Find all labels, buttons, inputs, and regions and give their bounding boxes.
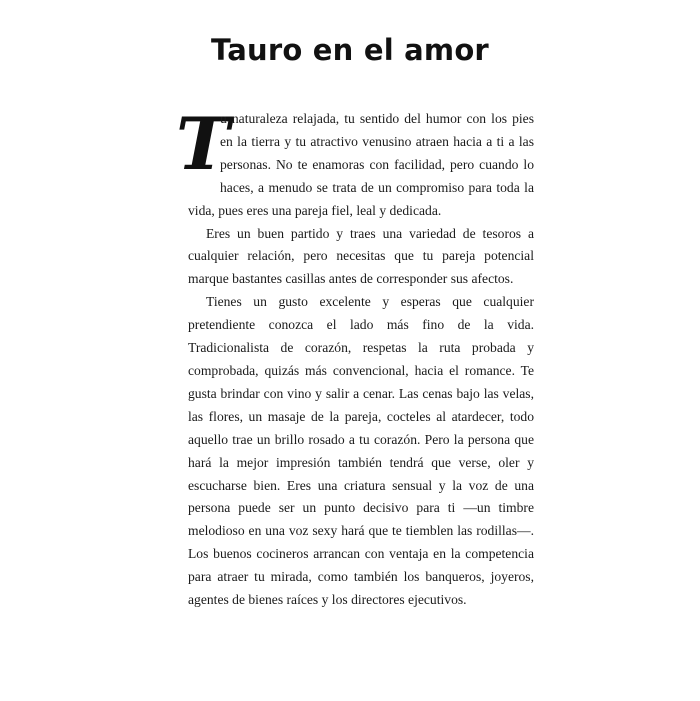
- paragraph-3: Tienes un gusto excelente y esperas que cualquier pretendiente conozca el lado más fino de la vida. Tradicionalista de corazón, respetas la ruta probada y comprobada, quizás más convencional, hacia el romance. Te gusta brindar con vino y salir a cenar. Las cenas bajo las velas, las flores, un masaje de la pareja, cocteles al atardecer, todo aquello trae un brillo rosado a tu corazón. Pero la persona que hará la mejor impresión también tendrá que verse, oler y escucharse bien. Eres una criatura sensual y la voz de una persona puede ser un punto decisivo para ti —un timbre melodioso en una voz sexy hará que te tiemblen las rodillas—. Los buenos cocineros arrancan con ventaja en la competencia para atraer tu mirada, como también los banqueros, joyeros, agentes de bienes raíces y los directores ejecutivos.: [188, 294, 534, 608]
- page-title: Tauro en el amor: [211, 33, 489, 67]
- paragraph-2: Eres un buen partido y traes una variedad de tesoros a cualquier relación, pero necesitas que tu pareja potencial marque bastantes casillas antes de corresponder sus afectos.: [188, 225, 534, 287]
- paragraph-1-text: u naturaleza relajada, tu sentido del humor con los pies en la tierra y tu atractivo venusino atraen hacia a ti a las personas. No te enamoras con facilidad, pero cuando lo haces, a menudo se trata de un compromiso para toda la vida, pues eres una pareja fiel, leal y dedicada.: [188, 111, 534, 218]
- paragraph-1: [176, 101, 534, 223]
- body-text: [176, 101, 534, 612]
- drop-cap: T: [176, 101, 230, 186]
